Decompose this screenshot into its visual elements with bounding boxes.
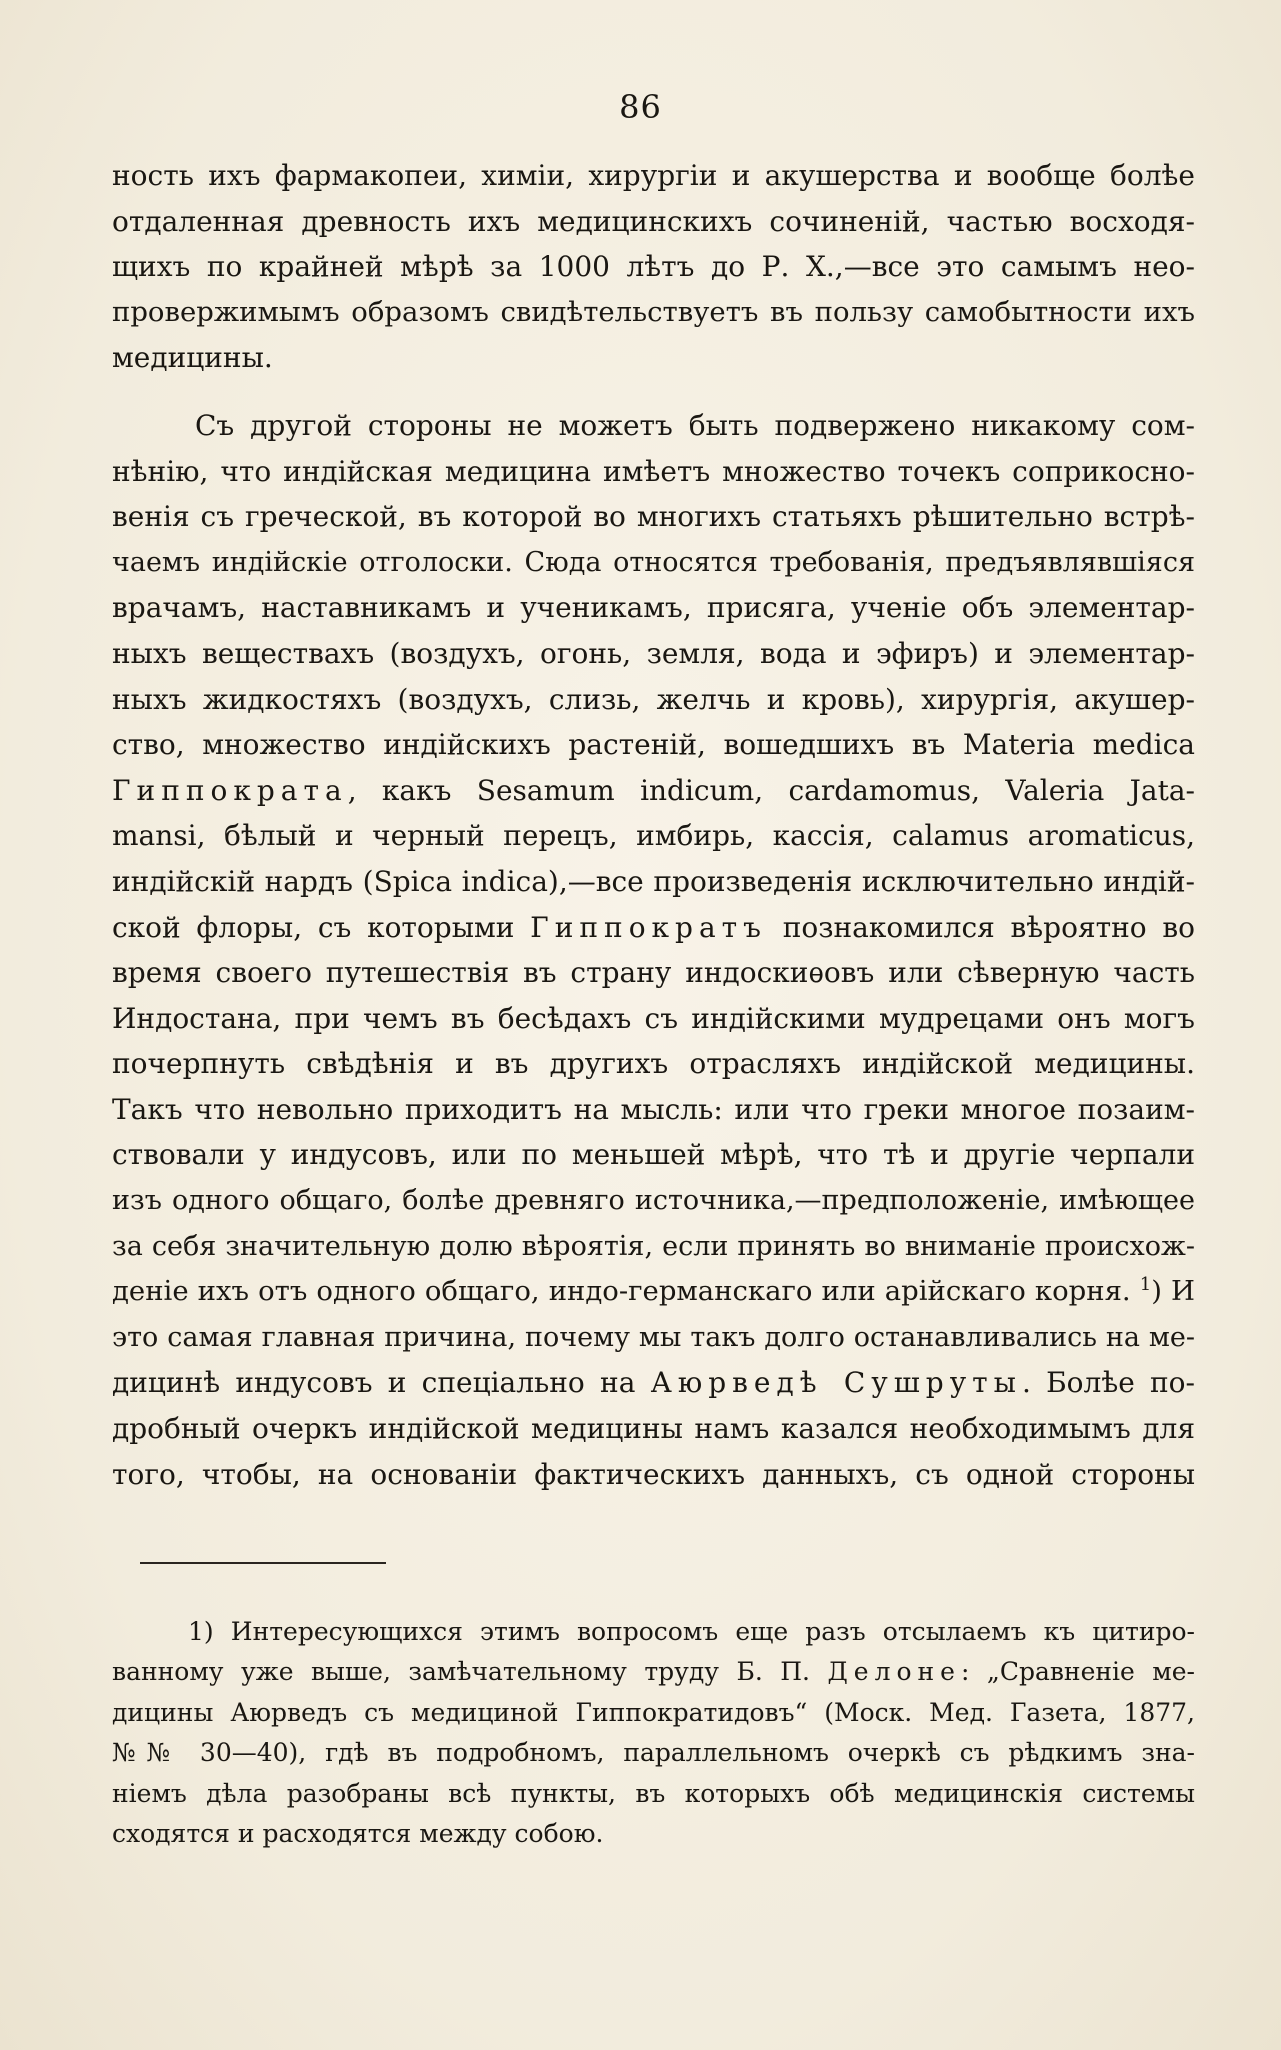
text-line: провержимымъ образомъ свидѣтельствуетъ въ пользу самобытности ихъ	[112, 295, 1195, 328]
text-line: дробный очеркъ индійской медицины намъ казался необходимымъ для	[112, 1412, 1195, 1446]
text-line: почерпнуть свѣдѣнія и въ другихъ отрасляхъ индійской медицины.	[112, 1047, 1195, 1081]
paragraph-2	[112, 403, 1195, 1497]
text-line: ныхъ жидкостяхъ (воздухъ, слизь, желчь и кровь), хирургія, акушер-	[112, 682, 1195, 716]
main-text	[112, 153, 1195, 1497]
text-line	[112, 768, 1195, 814]
text-segment: дицинѣ индусовъ и спеціально на	[112, 1366, 651, 1400]
text-line: венія съ греческой, въ которой во многихъ статьяхъ рѣшительно встрѣ-	[112, 500, 1195, 534]
text-line: Такъ что невольно приходитъ на мысль: или что греки многое позаим-	[112, 1092, 1195, 1126]
text-line: того, чтобы, на основаніи фактическихъ данныхъ, съ одной стороны	[112, 1457, 1195, 1491]
page-number: 86	[619, 88, 662, 126]
spaced-name: Гиппократъ	[530, 910, 767, 944]
paragraph-1	[112, 153, 1195, 381]
text-line: врачамъ, наставникамъ и ученикамъ, присяга, ученіе объ элементар-	[112, 591, 1195, 625]
footnote-line: сходятся и расходятся между собою.	[112, 1818, 604, 1848]
spaced-name: Гиппократа	[112, 773, 348, 807]
text-segment: познакомился вѣроятно во	[766, 910, 1195, 944]
text-segment: . Болѣе по-	[1021, 1366, 1195, 1400]
text-segment: : „Сравненіе ме-	[960, 1657, 1195, 1687]
footnote-line: ніемъ дѣла разобраны всѣ пункты, въ которыхъ обѣ медицинскія системы	[112, 1778, 1195, 1808]
text-line: Индостана, при чемъ въ бесѣдахъ съ индійскими мудрецами онъ могъ	[112, 1001, 1195, 1035]
text-line: медицины.	[112, 341, 273, 375]
text-segment: , какъ Sesamum indicum, cardamomus, Valeria Jata-	[347, 773, 1195, 807]
text-line: за себя значительную долю вѣроятія, если принять во вниманіе происхож-	[112, 1230, 1195, 1262]
footnote-line: дицины Аюрведъ съ медициной Гиппократидовъ“ (Моск. Мед. Газета, 1877,	[112, 1697, 1195, 1727]
text-line: ство, множество индійскихъ растеній, вошедшихъ въ Materia medica	[112, 728, 1195, 762]
spaced-name: Аюрведѣ Сушруты	[650, 1366, 1022, 1400]
text-line: отдаленная древность ихъ медицинскихъ сочиненій, частью восходя-	[112, 204, 1195, 238]
text-line	[112, 1269, 1195, 1315]
text-line: щихъ по крайней мѣрѣ за 1000 лѣтъ до Р. Х.,—все это самымъ нео-	[112, 250, 1195, 284]
footnote-divider	[140, 1562, 386, 1564]
footnote-line	[112, 1652, 1195, 1692]
text-line	[112, 905, 1195, 951]
spaced-name: Делоне	[827, 1657, 961, 1687]
text-line: нѣнію, что индійская медицина имѣетъ множество точекъ соприкосно-	[112, 454, 1195, 488]
text-line: ствовали у индусовъ, или по меньшей мѣрѣ, что тѣ и другіе черпали	[112, 1138, 1195, 1172]
footnote	[112, 1612, 1195, 1854]
text-line: время своего путешествія въ страну индоскиѳовъ или сѣверную часть	[112, 956, 1195, 990]
text-line: изъ одного общаго, болѣе древняго источника,—предположеніе, имѣющее	[112, 1185, 1195, 1217]
text-line: это самая главная причина, почему мы такъ долго останавливались на ме-	[112, 1321, 1195, 1353]
text-line: ныхъ веществахъ (воздухъ, огонь, земля, вода и эфиръ) и элементар-	[112, 636, 1195, 670]
text-segment: ской флоры, съ которыми	[112, 910, 531, 944]
text-line: чаемъ индійскіе отголоски. Сюда относятся требованія, предъявлявшіяся	[112, 546, 1195, 578]
text-line	[112, 1360, 1195, 1406]
text-line: mansi, бѣлый и черный перецъ, имбирь, кассія, calamus aromaticus,	[112, 819, 1195, 853]
footnote-line: №№ 30—40), гдѣ въ подробномъ, параллельномъ очеркѣ съ рѣдкимъ зна-	[112, 1738, 1195, 1768]
text-line: ность ихъ фармакопеи, химіи, хирургіи и акушерства и вообще болѣе	[112, 159, 1195, 192]
text-segment: деніе ихъ отъ одного общаго, индо-германскаго или арійскаго корня.	[112, 1275, 1140, 1308]
text-segment: ) И	[1151, 1275, 1195, 1308]
footnote-line: 1) Интересующихся этимъ вопросомъ еще разъ отсылаемъ къ цитиро-	[188, 1617, 1195, 1646]
text-segment: ванному уже выше, замѣчательному труду Б. П.	[112, 1657, 828, 1687]
footnote-marker: 1	[1139, 1274, 1152, 1296]
text-line: Съ другой стороны не можетъ быть подвержено никакому сом-	[195, 408, 1195, 442]
text-line: индійскій нардъ (Spica indica),—все произведенія исключительно индій-	[112, 864, 1195, 898]
